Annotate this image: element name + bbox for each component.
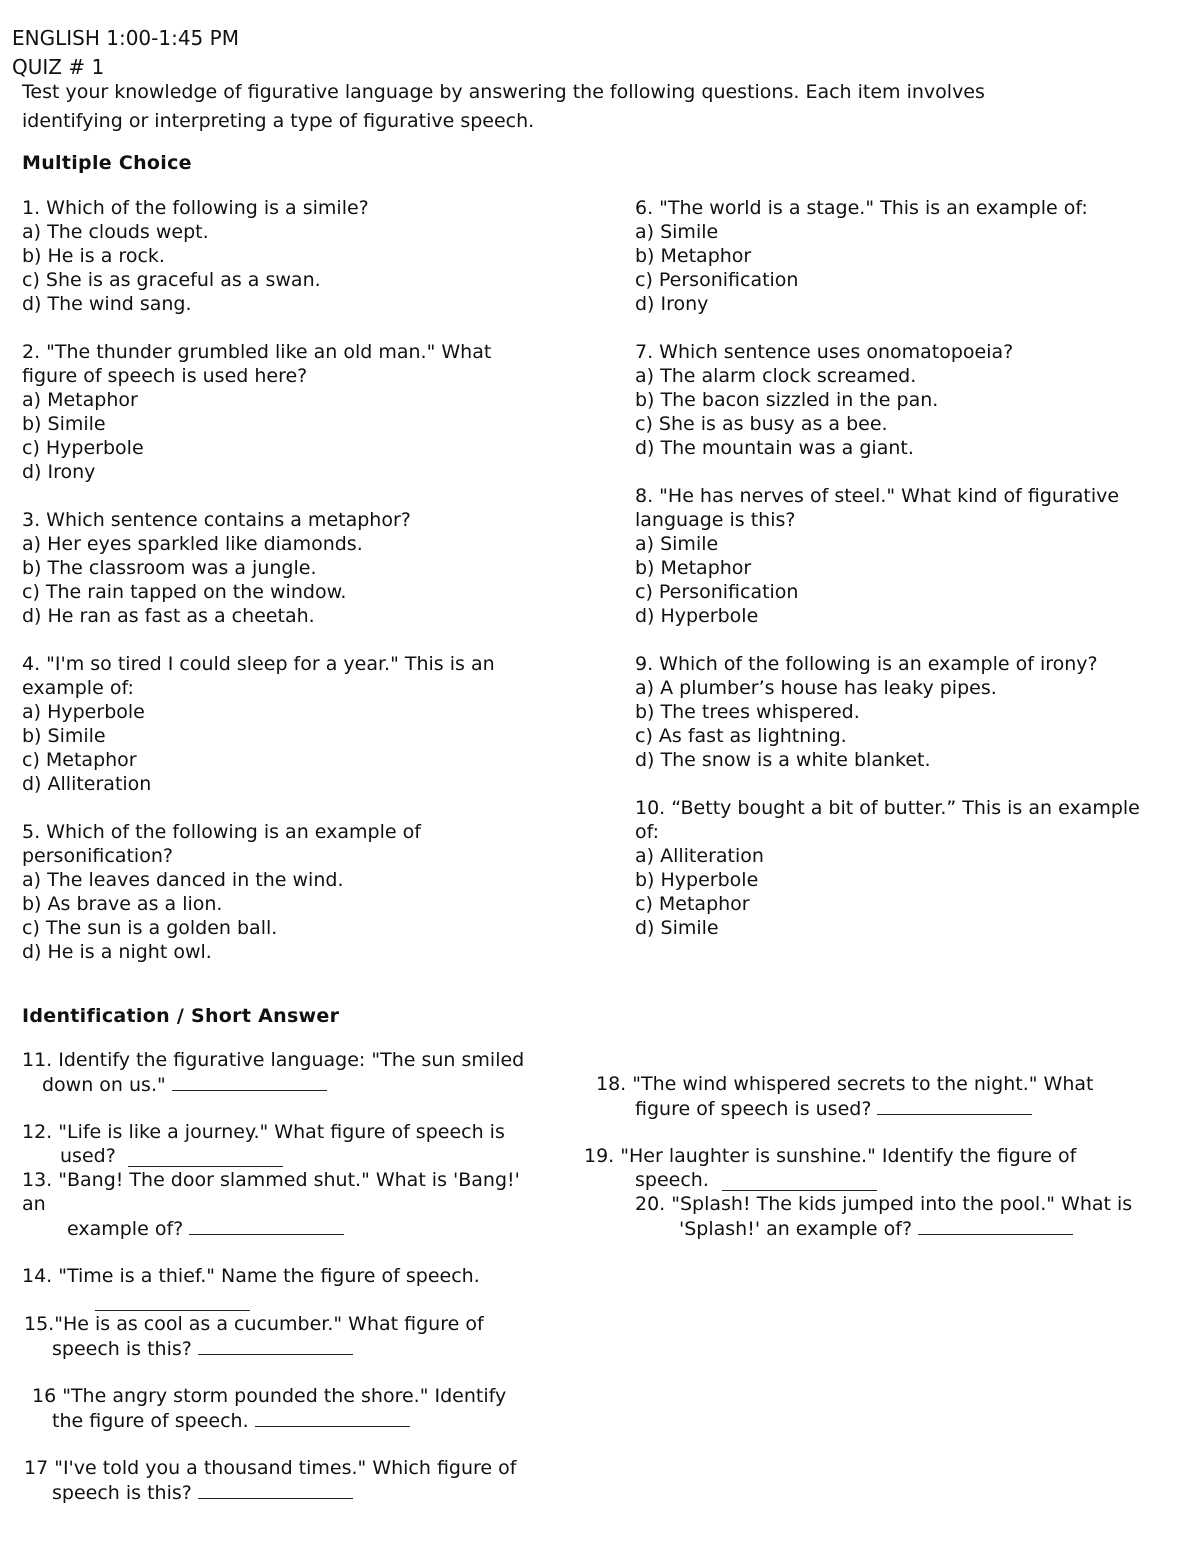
question-text: 7. Which sentence uses onomatopoeia?	[635, 341, 1014, 363]
answer-option[interactable]: b) Metaphor	[635, 245, 752, 267]
mc-question	[22, 508, 582, 628]
answer-option[interactable]: b) Hyperbole	[635, 869, 759, 891]
question-14	[22, 1264, 480, 1288]
question-text: personification?	[22, 845, 173, 867]
answer-option[interactable]: c) As fast as lightning.	[635, 725, 847, 747]
question-text: an	[22, 1193, 46, 1215]
question-16	[32, 1384, 506, 1433]
question-text: 12. "Life is like a journey." What figure of speech is	[22, 1121, 505, 1143]
answer-blank[interactable]	[877, 1096, 1032, 1115]
answer-option[interactable]: b) He is a rock.	[22, 245, 165, 267]
answer-option[interactable]: d) The mountain was a giant.	[635, 437, 914, 459]
question-text-continued	[24, 1480, 516, 1505]
answer-option[interactable]: a) A plumber’s house has leaky pipes.	[635, 677, 997, 699]
answer-option[interactable]: b) Simile	[22, 413, 106, 435]
question-text-continued	[22, 1072, 524, 1097]
question-text-continued	[584, 1168, 1076, 1192]
question-text: example of?	[67, 1218, 184, 1240]
answer-blank[interactable]	[198, 1480, 353, 1499]
question-text-continued	[635, 1216, 1132, 1241]
answer-option[interactable]: d) He is a night owl.	[22, 941, 212, 963]
answer-option[interactable]: d) The snow is a white blanket.	[635, 749, 931, 771]
answer-option[interactable]: a) Her eyes sparkled like diamonds.	[22, 533, 363, 555]
multiple-choice-right-column	[635, 196, 1195, 964]
answer-blank[interactable]	[172, 1072, 327, 1091]
question-text: the figure of speech.	[52, 1410, 249, 1432]
mc-question	[635, 196, 1195, 316]
answer-option[interactable]: a) The clouds wept.	[22, 221, 209, 243]
question-text: 3. Which sentence contains a metaphor?	[22, 509, 411, 531]
question-13	[22, 1168, 520, 1241]
question-text: figure of speech is used here?	[22, 365, 308, 387]
question-text: speech is this?	[52, 1482, 192, 1504]
question-text: speech.	[635, 1169, 709, 1191]
question-text: figure of speech is used?	[635, 1098, 872, 1120]
question-text: 4. "I'm so tired I could sleep for a year." This is an	[22, 653, 495, 675]
question-text: 2. "The thunder grumbled like an old man." What	[22, 341, 492, 363]
answer-option[interactable]: d) He ran as fast as a cheetah.	[22, 605, 315, 627]
question-text: example of:	[22, 677, 134, 699]
question-12	[22, 1120, 505, 1168]
answer-option[interactable]: c) Metaphor	[635, 893, 750, 915]
mc-question	[635, 796, 1195, 940]
answer-option[interactable]: a) The leaves danced in the wind.	[22, 869, 344, 891]
answer-option[interactable]: a) Hyperbole	[22, 701, 145, 723]
quiz-title: QUIZ # 1	[12, 55, 105, 79]
question-11	[22, 1048, 524, 1097]
answer-option[interactable]: c) Metaphor	[22, 749, 137, 771]
answer-option[interactable]: a) Alliteration	[635, 845, 764, 867]
question-18	[596, 1072, 1093, 1121]
answer-option[interactable]: b) Metaphor	[635, 557, 752, 579]
class-schedule: ENGLISH 1:00-1:45 PM	[12, 26, 239, 50]
answer-option[interactable]: b) Simile	[22, 725, 106, 747]
answer-option[interactable]: a) The alarm clock screamed.	[635, 365, 917, 387]
question-text: of:	[635, 821, 660, 843]
question-text: 5. Which of the following is an example of	[22, 821, 421, 843]
answer-option[interactable]: d) Alliteration	[22, 773, 152, 795]
question-17	[24, 1456, 516, 1505]
question-text: 18. "The wind whispered secrets to the night." What	[596, 1073, 1094, 1095]
answer-option[interactable]: c) Personification	[635, 269, 799, 291]
answer-option[interactable]: d) The wind sang.	[22, 293, 192, 315]
question-text: 10. “Betty bought a bit of butter.” This is an example	[635, 797, 1140, 819]
mc-question	[22, 196, 582, 316]
mc-question	[635, 484, 1195, 628]
question-text: speech is this?	[52, 1338, 192, 1360]
question-text-continued	[596, 1096, 1093, 1121]
question-text: language is this?	[635, 509, 796, 531]
question-text: 6. "The world is a stage." This is an example of:	[635, 197, 1088, 219]
question-text: 1. Which of the following is a simile?	[22, 197, 369, 219]
question-text: used?	[60, 1145, 116, 1167]
answer-option[interactable]: b) The classroom was a jungle.	[22, 557, 317, 579]
answer-option[interactable]: c) Personification	[635, 581, 799, 603]
answer-blank[interactable]	[255, 1408, 410, 1427]
question-text-continued	[24, 1336, 484, 1361]
question-text: 15."He is as cool as a cucumber." What figure of	[24, 1313, 484, 1335]
question-text: 20. "Splash! The kids jumped into the pool." What is	[635, 1193, 1133, 1215]
question-text: 19. "Her laughter is sunshine." Identify the figure of	[584, 1145, 1077, 1167]
question-text: 16 "The angry storm pounded the shore." Identify	[32, 1385, 507, 1407]
answer-option[interactable]: d) Hyperbole	[635, 605, 759, 627]
answer-blank[interactable]	[722, 1190, 877, 1191]
question-20	[635, 1192, 1132, 1241]
answer-option[interactable]: a) Simile	[635, 221, 719, 243]
answer-option[interactable]: b) The trees whispered.	[635, 701, 860, 723]
answer-option[interactable]: d) Irony	[635, 293, 709, 315]
question-text: 11. Identify the figurative language: "The sun smiled	[22, 1049, 525, 1071]
question-text: 14. "Time is a thief." Name the figure of speech.	[22, 1265, 480, 1287]
answer-option[interactable]: d) Irony	[22, 461, 96, 483]
short-answer-heading: Identification / Short Answer	[22, 1005, 340, 1027]
instructions-line: Test your knowledge of figurative language by answering the following questions. Each item involves	[22, 81, 985, 103]
question-text: 9. Which of the following is an example of irony?	[635, 653, 1098, 675]
answer-blank[interactable]	[95, 1310, 250, 1311]
mc-question	[635, 340, 1195, 460]
answer-blank[interactable]	[189, 1216, 344, 1235]
answer-blank[interactable]	[198, 1336, 353, 1355]
answer-option[interactable]: b) The bacon sizzled in the pan.	[635, 389, 939, 411]
answer-option[interactable]: c) She is as graceful as a swan.	[22, 269, 321, 291]
mc-question	[22, 340, 582, 484]
answer-option[interactable]: c) The sun is a golden ball.	[22, 917, 278, 939]
answer-blank[interactable]	[128, 1166, 283, 1167]
answer-option[interactable]: c) Hyperbole	[22, 437, 144, 459]
question-15	[24, 1312, 484, 1361]
answer-option[interactable]: a) Simile	[635, 533, 719, 555]
answer-option[interactable]: b) As brave as a lion.	[22, 893, 223, 915]
answer-option[interactable]: c) She is as busy as a bee.	[635, 413, 888, 435]
instructions	[22, 78, 1142, 136]
question-text-continued	[22, 1144, 505, 1168]
question-text: 8. "He has nerves of steel." What kind of figurative	[635, 485, 1120, 507]
answer-blank[interactable]	[918, 1216, 1073, 1235]
answer-option[interactable]: d) Simile	[635, 917, 719, 939]
question-19	[584, 1144, 1076, 1192]
question-text: 17 "I've told you a thousand times." Which figure of	[24, 1457, 517, 1479]
question-text-continued	[32, 1408, 506, 1433]
mc-question	[635, 652, 1195, 772]
multiple-choice-heading: Multiple Choice	[22, 152, 192, 174]
question-text: 'Splash!' an example of?	[679, 1218, 913, 1240]
question-text-continued	[22, 1216, 520, 1241]
question-text: 13. "Bang! The door slammed shut." What is 'Bang!'	[22, 1169, 520, 1191]
multiple-choice-left-column	[22, 196, 582, 988]
mc-question	[22, 652, 582, 796]
mc-question	[22, 820, 582, 964]
question-text: down on us."	[42, 1074, 166, 1096]
quiz-header	[12, 24, 239, 82]
instructions-line: identifying or interpreting a type of figurative speech.	[22, 110, 535, 132]
answer-option[interactable]: a) Metaphor	[22, 389, 138, 411]
answer-option[interactable]: c) The rain tapped on the window.	[22, 581, 347, 603]
